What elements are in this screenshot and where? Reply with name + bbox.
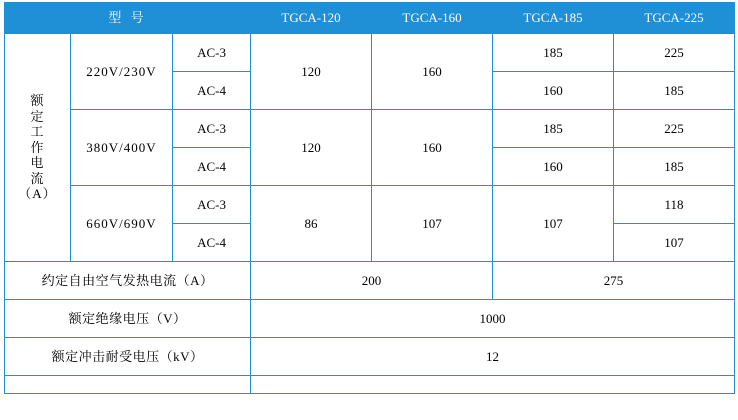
header-model-label: 型 号 xyxy=(5,3,251,34)
rated-current-label-l3: 工 xyxy=(30,124,45,140)
utilization-category-cell: AC-3 xyxy=(173,186,251,224)
value-cell: 86 xyxy=(251,186,372,262)
value-cell: 160 xyxy=(372,34,493,110)
header-model-4: TGCA-225 xyxy=(614,3,735,34)
thermal-current-label: 约定自由空气发热电流（A） xyxy=(5,262,251,300)
value-cell: 1000 xyxy=(251,300,735,338)
rated-current-label-l4: 作 xyxy=(30,139,45,155)
utilization-category-cell: AC-4 xyxy=(173,148,251,186)
value-cell: 200 xyxy=(251,262,493,300)
header-model-3: TGCA-185 xyxy=(493,3,614,34)
header-model-2: TGCA-160 xyxy=(372,3,493,34)
utilization-category-cell: AC-3 xyxy=(173,34,251,72)
table-row-clipped xyxy=(5,376,735,394)
value-cell: 120 xyxy=(251,110,372,186)
value-cell: 118 xyxy=(614,186,735,224)
value-cell: 225 xyxy=(614,34,735,72)
value-cell: 107 xyxy=(493,186,614,262)
value-cell: 185 xyxy=(614,148,735,186)
table-row xyxy=(5,262,735,300)
value-cell: 275 xyxy=(493,262,735,300)
table-row xyxy=(5,186,735,224)
value-cell: 12 xyxy=(251,338,735,376)
voltage-group-2-label: 380V/400V xyxy=(71,110,173,186)
rated-current-label-l1: 额 xyxy=(30,92,45,108)
value-cell: 120 xyxy=(251,34,372,110)
value-cell: 107 xyxy=(372,186,493,262)
table-header-row xyxy=(5,3,735,34)
clipped-label-cell xyxy=(5,376,251,394)
table-row xyxy=(5,34,735,72)
voltage-group-1-label: 220V/230V xyxy=(71,34,173,110)
rated-current-label-l6: 流 xyxy=(30,170,45,186)
utilization-category-cell: AC-4 xyxy=(173,224,251,262)
table-row xyxy=(5,110,735,148)
table-row xyxy=(5,300,735,338)
value-cell: 185 xyxy=(493,110,614,148)
clipped-value-cell xyxy=(251,376,735,394)
specification-table xyxy=(4,2,735,394)
utilization-category-cell: AC-4 xyxy=(173,72,251,110)
insulation-voltage-label: 额定绝缘电压（V） xyxy=(5,300,251,338)
utilization-category-cell: AC-3 xyxy=(173,110,251,148)
rated-current-label-l7: （A） xyxy=(18,186,57,202)
value-cell: 160 xyxy=(372,110,493,186)
value-cell: 185 xyxy=(614,72,735,110)
header-model-1: TGCA-120 xyxy=(251,3,372,34)
value-cell: 225 xyxy=(614,110,735,148)
rated-current-label xyxy=(5,34,71,262)
value-cell: 160 xyxy=(493,72,614,110)
value-cell: 185 xyxy=(493,34,614,72)
impulse-voltage-label: 额定冲击耐受电压（kV） xyxy=(5,338,251,376)
table-row xyxy=(5,338,735,376)
value-cell: 160 xyxy=(493,148,614,186)
voltage-group-3-label: 660V/690V xyxy=(71,186,173,262)
rated-current-label-l5: 电 xyxy=(30,155,45,171)
rated-current-label-l2: 定 xyxy=(30,108,45,124)
value-cell: 107 xyxy=(614,224,735,262)
